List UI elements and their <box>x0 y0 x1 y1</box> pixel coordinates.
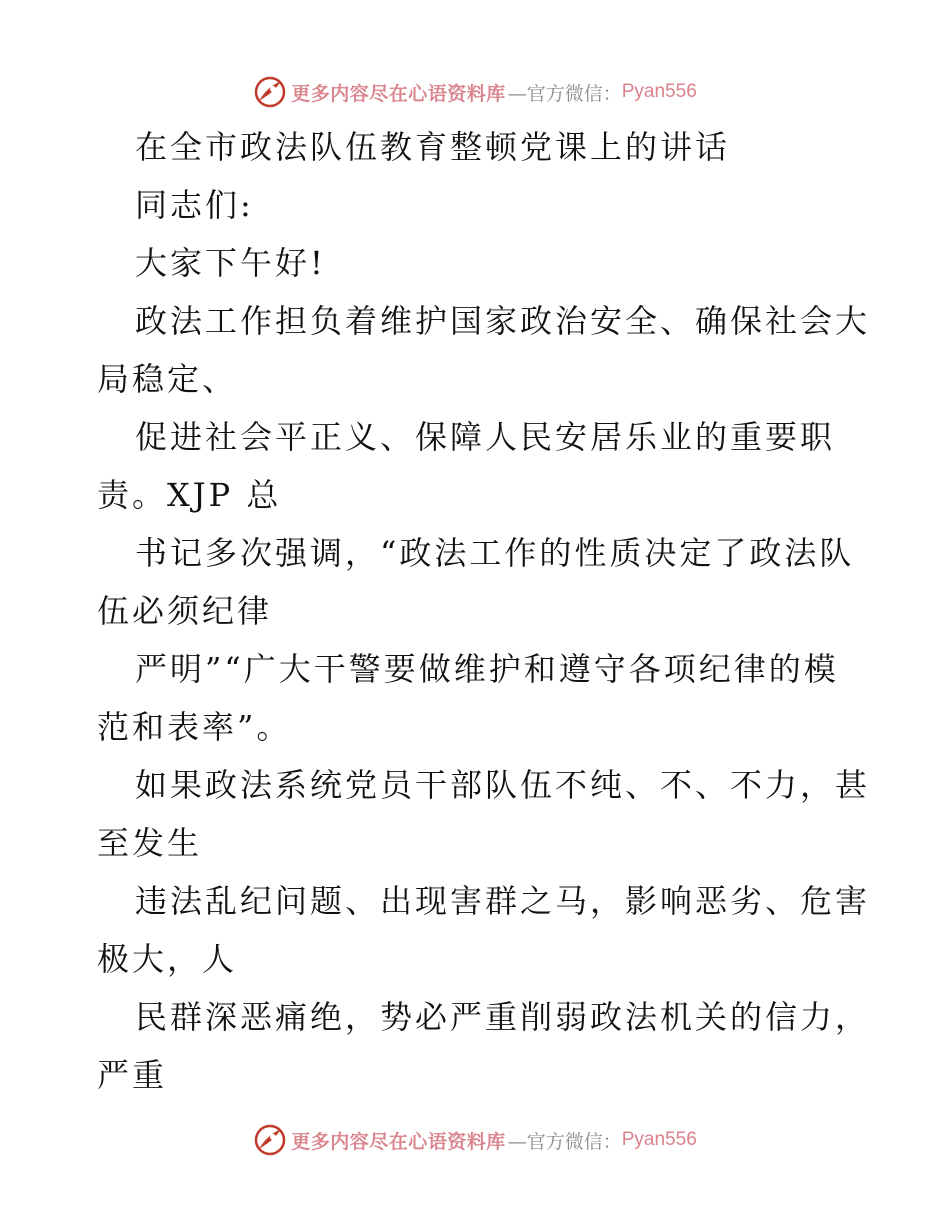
header-wechat-id: Pyan556 <box>621 81 697 102</box>
footer-wechat-id: Pyan556 <box>621 1129 697 1150</box>
document-line: 范和表率”。 <box>97 708 292 746</box>
document-line: 局稳定、 <box>97 360 238 398</box>
document-line: 大家下午好! <box>135 244 326 282</box>
document-line: 严重 <box>97 1056 168 1094</box>
header-site-text: 更多内容尽在心语资料库 <box>291 82 506 105</box>
document-body <box>97 118 871 1104</box>
document-line: 违法乱纪问题、出现害群之马，影响恶劣、危害 <box>135 882 871 920</box>
header-wechat-label: —官方微信： <box>507 82 622 105</box>
footer-site-text: 更多内容尽在心语资料库 <box>291 1130 506 1153</box>
document-line: 严明”“广大干警要做维护和遵守各项纪律的模 <box>135 650 839 688</box>
footer-watermark-banner <box>0 1120 950 1160</box>
document-line: 至发生 <box>97 824 203 862</box>
quill-logo-icon <box>253 1123 287 1157</box>
document-line: 书记多次强调，“政法工作的性质决定了政法队 <box>135 534 855 572</box>
document-line: 极大，人 <box>97 940 238 978</box>
document-line: 伍必须纪律 <box>97 592 273 630</box>
document-line: 同志们: <box>135 186 254 224</box>
quill-logo-icon <box>253 75 287 109</box>
document-line: 如果政法系统党员干部队伍不纯、不、不力，甚 <box>135 766 871 804</box>
document-line: 促进社会平正义、保障人民安居乐业的重要职 <box>135 418 836 456</box>
document-line: 责。XJP 总 <box>97 476 282 514</box>
document-line: 在全市政法队伍教育整顿党课上的讲话 <box>135 128 731 166</box>
header-watermark-banner <box>0 72 950 112</box>
document-line: 政法工作担负着维护国家政治安全、确保社会大 <box>135 302 871 340</box>
footer-wechat-label: —官方微信： <box>507 1130 622 1153</box>
document-line: 民群深恶痛绝，势必严重削弱政法机关的信力， <box>135 998 871 1036</box>
